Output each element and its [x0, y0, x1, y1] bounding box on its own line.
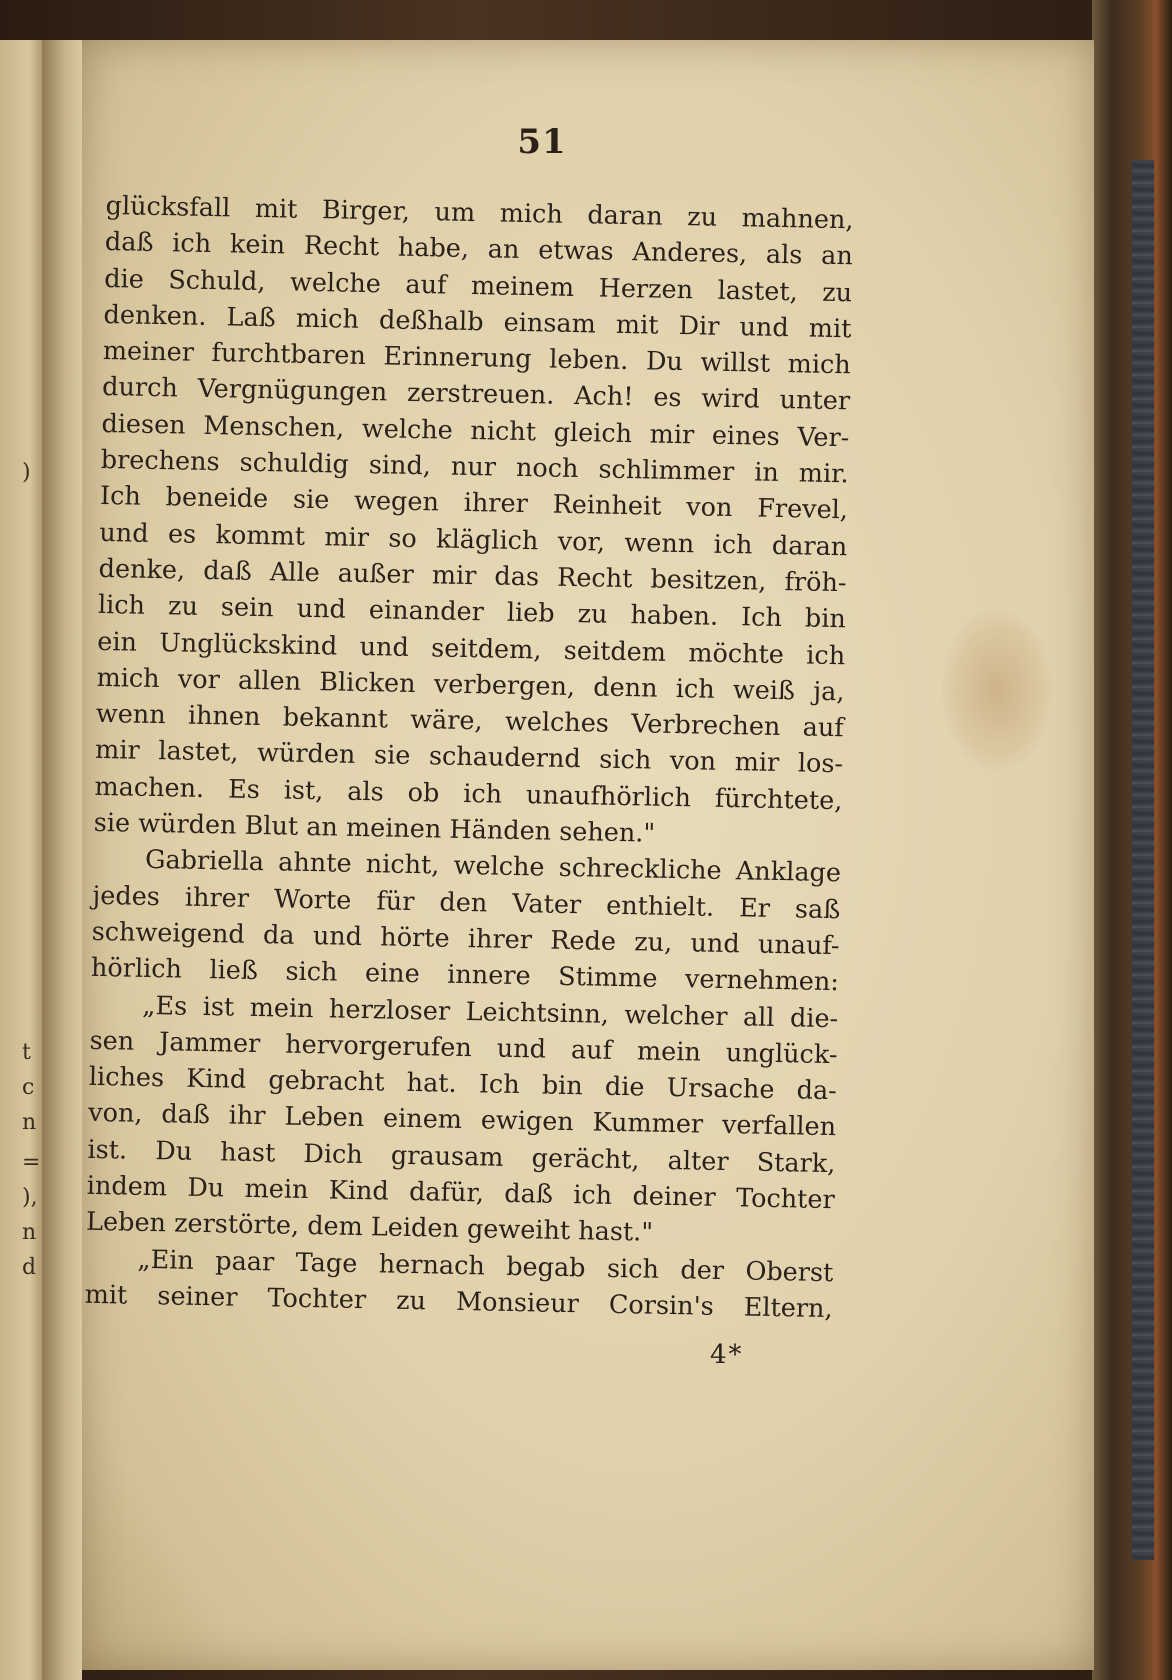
- text-line: daß ich kein Recht habe, an etwas Anderes, als an: [104, 227, 854, 272]
- text-line: die Schuld, welche auf meinem Herzen lastet, zu: [103, 263, 853, 308]
- text-line: mich vor allen Blicken verbergen, denn ich weiß ja,: [96, 662, 845, 708]
- text-line: wenn ihnen bekannt wäre, welches Verbrechen auf: [95, 699, 845, 744]
- text-line: „Ein paar Tage hernach begab sich der Oberst: [137, 1244, 834, 1288]
- text-line: und es kommt mir so kläglich vor, wenn ich daran: [99, 517, 848, 562]
- text-line: Ich beneide sie wegen ihrer Reinheit von Frevel,: [99, 481, 849, 526]
- text-line: glücksfall mit Birger, um mich daran zu mahnen,: [105, 190, 854, 236]
- text-line: ist. Du hast Dich grausam gerächt, alter Stark,: [87, 1134, 836, 1179]
- text-line: brechens schuldig sind, nur noch schlimmer in mir.: [100, 445, 849, 490]
- book-gutter: [42, 40, 82, 1680]
- page-number: 51: [517, 122, 567, 162]
- text-line: von, daß ihr Leben einem ewigen Kummer verfallen: [87, 1098, 837, 1143]
- text-line: liches Kind gebracht hat. Ich bin die Ursache da-: [88, 1061, 838, 1107]
- text-line: hörlich ließ sich eine innere Stimme vernehmen:: [90, 953, 840, 998]
- text-line: Gabriella ahnte nicht, welche schreckliche Anklage: [144, 845, 842, 889]
- text-line: denke, daß Alle außer mir das Recht besitzen, fröh-: [98, 553, 847, 599]
- margin-fragment: t: [22, 1040, 31, 1065]
- text-line: denken. Laß mich deßhalb einsam mit Dir und mit: [103, 299, 852, 345]
- text-line: diesen Menschen, welche nicht gleich mir eines Ver-: [101, 408, 850, 454]
- facing-page-edge: [0, 40, 42, 1680]
- text-line: jedes ihrer Worte für den Vater enthielt. Er saß: [92, 880, 841, 925]
- page-block-edge: [1132, 160, 1154, 1560]
- margin-fragment: ),: [22, 1185, 38, 1210]
- text-line: meiner furchtbaren Erinnerung leben. Du willst mich: [102, 336, 852, 381]
- text-line: durch Vergnügungen zerstreuen. Ach! es wird unter: [101, 372, 851, 417]
- text-line: sie würden Blut an meinen Händen sehen.": [93, 807, 656, 849]
- water-stain: [942, 610, 1052, 770]
- margin-fragment: =: [22, 1150, 41, 1175]
- book-page: [82, 40, 1094, 1670]
- text-line: mir lastet, würden sie schaudernd sich von mir los-: [94, 735, 844, 780]
- page-body-text: [84, 188, 853, 1327]
- margin-fragment: ): [22, 460, 31, 485]
- text-line: machen. Es ist, als ob ich unaufhörlich fürchtete,: [94, 771, 843, 816]
- text-line: ein Unglückskind und seitdem, seitdem möchte ich: [97, 626, 846, 671]
- margin-fragment: c: [22, 1075, 35, 1100]
- text-line: schweigend da und hörte ihrer Rede zu, und unauf-: [91, 916, 840, 962]
- printer-signature: 4*: [710, 1340, 744, 1370]
- margin-fragment: n: [22, 1220, 37, 1245]
- text-line: indem Du mein Kind dafür, daß ich deiner Tochter: [86, 1170, 835, 1216]
- text-line: sen Jammer hervorgerufen und auf mein unglück-: [89, 1025, 838, 1071]
- text-line: lich zu sein und einander lieb zu haben. Ich bin: [97, 590, 847, 635]
- margin-fragment: d: [22, 1255, 37, 1280]
- text-line: Leben zerstörte, dem Leiden geweiht hast.": [85, 1207, 654, 1249]
- text-line: mit seiner Tochter zu Monsieur Corsin's Eltern,: [84, 1279, 833, 1325]
- margin-fragment: n: [22, 1110, 37, 1135]
- text-line: „Es ist mein herzloser Leichtsinn, welcher all die-: [142, 990, 839, 1034]
- book-cover-edge: [1092, 0, 1172, 1680]
